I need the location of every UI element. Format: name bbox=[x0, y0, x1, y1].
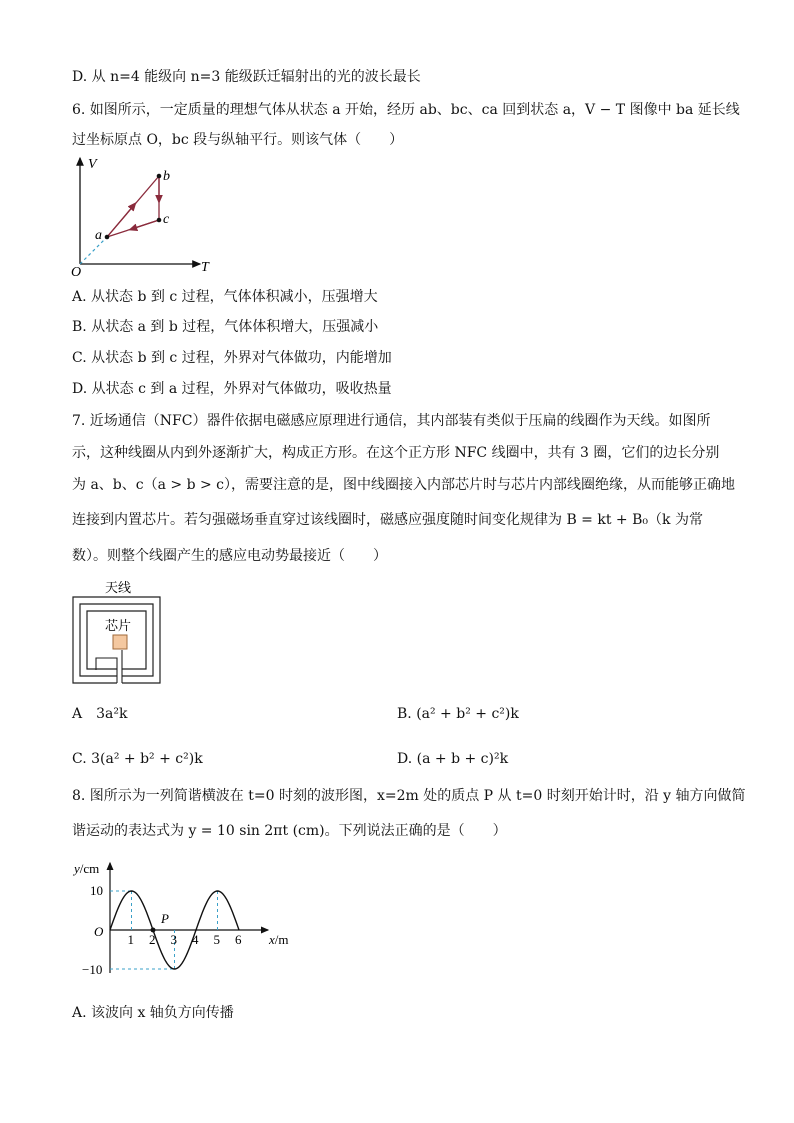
q6-option-a: A. 从状态 b 到 c 过程，气体体积减小，压强增大 bbox=[72, 289, 378, 305]
q7-stem-line-4: 连接到内置芯片。若匀强磁场垂直穿过该线圈时，磁感应强度随时间变化规律为 B = kt + B₀（k 为常 bbox=[72, 512, 703, 528]
q7-stem-line-3: 为 a、b、c（a > b > c），需要注意的是，图中线圈接入内部芯片时与芯片内部线圈绝缘，从而能够正确地 bbox=[72, 477, 736, 493]
q6-option-d: D. 从状态 c 到 a 过程，外界对气体做功，吸收热量 bbox=[72, 381, 392, 397]
q7-stem-line-2: 示，这种线圈从内到外逐渐扩大，构成正方形。在这个正方形 NFC 线圈中，共有 3 圈，它们的边长分别 bbox=[72, 445, 720, 461]
q6-stem-line-1: 6. 如图所示，一定质量的理想气体从状态 a 开始，经历 ab、bc、ca 回到状态 a，V − T 图像中 ba 延长线 bbox=[72, 102, 740, 118]
q7-option-b: B. (a² + b² + c²)k bbox=[397, 706, 519, 722]
q8-label-o: O bbox=[94, 924, 104, 939]
q6-point-c bbox=[157, 218, 162, 223]
q7-nfc-coil-diagram bbox=[70, 578, 165, 690]
q6-label-v: V bbox=[88, 157, 97, 172]
q7-antenna-label: 天线 bbox=[105, 580, 132, 595]
q6-label-c: c bbox=[163, 212, 170, 227]
q8-label-p: P bbox=[161, 911, 169, 926]
q6-point-b bbox=[157, 174, 162, 179]
q8-wave-graph bbox=[70, 855, 300, 980]
q7-stem-line-1: 7. 近场通信（NFC）器件依据电磁感应原理进行通信，其内部装有类似于压扁的线圈作为天线。如图所 bbox=[72, 413, 711, 429]
q8-xtick-label: 3 bbox=[170, 932, 177, 947]
q7-stem-line-5: 数）。则整个线圈产生的感应电动势最接近（ ） bbox=[72, 548, 387, 564]
q6-label-o: O bbox=[71, 265, 82, 277]
q7-option-d: D. (a + b + c)²k bbox=[397, 751, 509, 767]
q8-xtick-label: 2 bbox=[149, 932, 156, 947]
q6-point-a bbox=[105, 235, 110, 240]
q8-label-x: x/m bbox=[269, 932, 289, 947]
q8-xtick-label: 4 bbox=[192, 932, 199, 947]
q6-extension-dash bbox=[80, 237, 107, 264]
q8-xtick-label: 5 bbox=[213, 932, 220, 947]
q8-stem-line-2: 谐运动的表达式为 y = 10 sin 2πt (cm)。下列说法正确的是（ ） bbox=[72, 823, 507, 839]
q7-option-a: A 3a²k bbox=[72, 706, 128, 722]
q8-stem-line-1: 8. 图所示为一列简谐横波在 t=0 时刻的波形图，x=2m 处的质点 P 从 t=0 时刻开始计时，沿 y 轴方向做简 bbox=[72, 788, 746, 804]
q6-label-a: a bbox=[95, 228, 102, 243]
q8-option-a: A. 该波向 x 轴负方向传播 bbox=[72, 1005, 234, 1021]
q8-point-p bbox=[151, 928, 156, 933]
q5-option-d: D. 从 n=4 能级向 n=3 能级跃迁辐射出的光的波长最长 bbox=[72, 69, 421, 85]
q6-label-b: b bbox=[163, 169, 170, 184]
q6-vt-diagram bbox=[70, 152, 220, 277]
q7-option-c: C. 3(a² + b² + c²)k bbox=[72, 751, 203, 767]
q8-xtick-label: 1 bbox=[127, 932, 134, 947]
q7-chip-label: 芯片 bbox=[105, 618, 132, 633]
q7-chip bbox=[113, 635, 127, 649]
q8-ytick-neg10: −10 bbox=[82, 962, 103, 977]
q8-label-y: y/cm bbox=[74, 861, 100, 876]
q8-ytick-10: 10 bbox=[90, 883, 103, 898]
q6-label-t: T bbox=[201, 260, 209, 275]
q6-option-c: C. 从状态 b 到 c 过程，外界对气体做功，内能增加 bbox=[72, 350, 392, 366]
q6-stem-line-2: 过坐标原点 O，bc 段与纵轴平行。则该气体（ ） bbox=[72, 132, 404, 148]
q8-xtick-label: 6 bbox=[235, 932, 242, 947]
q6-option-b: B. 从状态 a 到 b 过程，气体体积增大，压强减小 bbox=[72, 319, 379, 335]
